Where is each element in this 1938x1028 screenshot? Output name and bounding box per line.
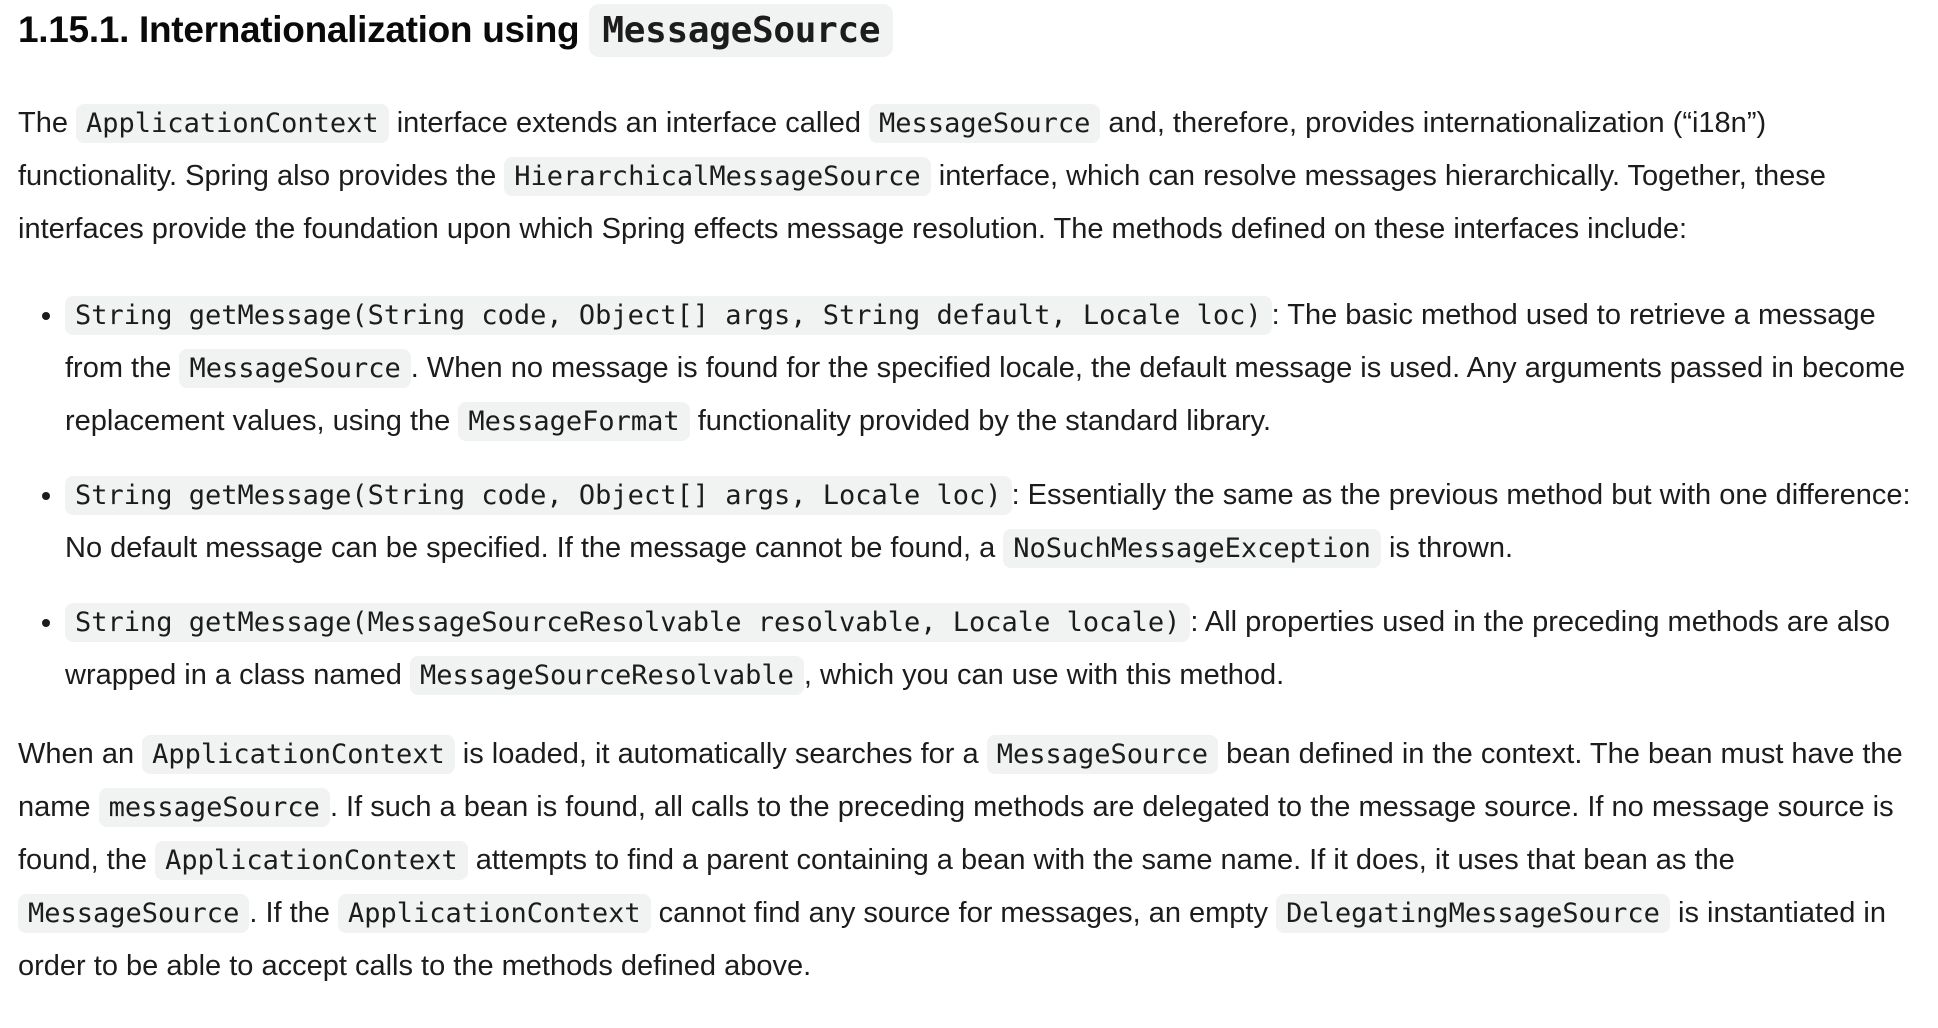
text-run: When an bbox=[18, 738, 143, 770]
text-run: : Essentially the same as the previous method but with one difference: No default message can be specified. If the message cannot be found, a bbox=[65, 479, 1911, 564]
text-run: . If such a bean is found, all calls to the preceding methods are delegated to the message source. If no message source is found, the bbox=[18, 791, 1894, 876]
text-run: functionality provided by the standard library. bbox=[689, 405, 1272, 437]
doc-content bbox=[18, 6, 1930, 992]
inline-code: messageSource bbox=[99, 788, 330, 827]
inline-code: MessageSourceResolvable bbox=[410, 656, 804, 695]
inline-code: ApplicationContext bbox=[338, 894, 651, 933]
inline-code: MessageSource bbox=[987, 735, 1218, 774]
text-run: bean defined in the context. The bean must have the name bbox=[18, 738, 1903, 823]
method-list-item-3 bbox=[65, 596, 1930, 702]
inline-code: String getMessage(String code, Object[] args, String default, Locale loc) bbox=[65, 296, 1272, 335]
inline-code: MessageSource bbox=[18, 894, 249, 933]
section-heading bbox=[18, 6, 1930, 55]
inline-code: ApplicationContext bbox=[76, 104, 389, 143]
intro-paragraph bbox=[18, 97, 1930, 255]
text-run: , which you can use with this method. bbox=[803, 659, 1285, 691]
inline-code: DelegatingMessageSource bbox=[1276, 894, 1670, 933]
text-run: : The basic method used to retrieve a message from the bbox=[65, 299, 1876, 384]
inline-code: MessageSource bbox=[179, 349, 410, 388]
text-run: interface, which can resolve messages hierarchically. Together, these interfaces provide the foundation upon which Spring effects message resolution. The methods defined on these interfaces include: bbox=[18, 160, 1826, 245]
method-list bbox=[18, 289, 1930, 702]
text-run: is instantiated in order to be able to accept calls to the methods defined above. bbox=[18, 897, 1886, 982]
method-list-item-2 bbox=[65, 469, 1930, 575]
closing-paragraph bbox=[18, 728, 1930, 992]
text-run: . When no message is found for the specified locale, the default message is used. Any arguments passed in become replacement values, using the bbox=[65, 352, 1906, 437]
inline-code: ApplicationContext bbox=[155, 841, 468, 880]
text-run: and, therefore, provides internationalization (“i18n”) functionality. Spring also provides the bbox=[18, 107, 1767, 192]
text-run: attempts to find a parent containing a bean with the same name. If it does, it uses that bean as the bbox=[467, 844, 1735, 876]
text-run: The bbox=[18, 107, 77, 139]
text-run: interface extends an interface called bbox=[388, 107, 870, 139]
inline-code: MessageSource bbox=[869, 104, 1100, 143]
inline-code: MessageSource bbox=[589, 4, 893, 57]
inline-code: NoSuchMessageException bbox=[1003, 529, 1381, 568]
text-run: is thrown. bbox=[1380, 532, 1514, 564]
inline-code: String getMessage(String code, Object[] args, Locale loc) bbox=[65, 476, 1012, 515]
text-run: 1.15.1. Internationalization using bbox=[18, 9, 590, 50]
inline-code: ApplicationContext bbox=[142, 735, 455, 774]
text-run: . If the bbox=[249, 897, 338, 929]
inline-code: HierarchicalMessageSource bbox=[504, 157, 930, 196]
text-run: : All properties used in the preceding methods are also wrapped in a class named bbox=[65, 606, 1891, 691]
inline-code: MessageFormat bbox=[458, 402, 689, 441]
inline-code: String getMessage(MessageSourceResolvable resolvable, Locale locale) bbox=[65, 603, 1190, 642]
method-list-item-1 bbox=[65, 289, 1930, 448]
text-run: is loaded, it automatically searches for a bbox=[454, 738, 987, 770]
text-run: cannot find any source for messages, an empty bbox=[650, 897, 1277, 929]
